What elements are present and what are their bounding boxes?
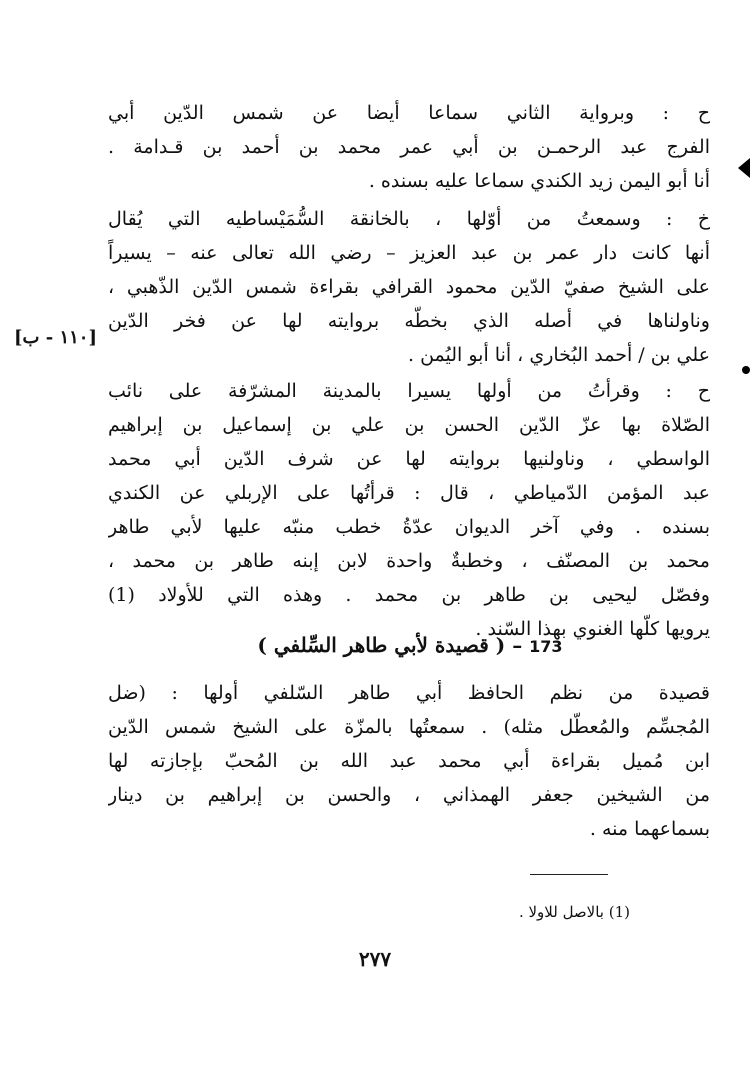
page-edge-mark: [738, 158, 750, 178]
text-line: من الشيخين جعفر الهمذاني ، والحسن بن إبراهيم بن دينار: [108, 784, 710, 806]
text-line: علي بن / أحمد البُخاري ، أنا أبو اليُمن .: [407, 344, 710, 366]
text-line: أنا أبو اليمن زيد الكندي سماعا عليه بسنده .: [368, 170, 710, 192]
text-line: عبد المؤمن الدّمياطي ، قال : قرأتُها على الإربلي عن الكندي: [108, 482, 710, 504]
text-line: يرويها كلّها الغنوي بهذا السّند .: [475, 618, 710, 640]
page-edge-dot: [742, 366, 750, 374]
text-line: ابن مُميل بقراءة أبي محمد عبد الله بن المُحبّ بإجازته لها: [108, 750, 710, 772]
page-number: ٢٧٧: [358, 947, 392, 971]
text-line: بسنده . وفي آخر الديوان عدّةُ خطب منبّه عليها لأبي طاهر: [108, 516, 710, 538]
footnote: (1) بالاصل للاولا .: [518, 903, 630, 921]
text-line: وفصّل ليحيى بن طاهر بن محمد . وهذه التي للأولاد (1): [108, 584, 710, 606]
paragraph-2: [108, 202, 710, 372]
text-line: قصيدة من نظم الحافظ أبي طاهر السّلفي أولها : (ضل: [108, 682, 710, 704]
paragraph-1: [108, 96, 710, 198]
text-line: على الشيخ صفيّ الدّين محمود القرافي بقراءة شمس الدّين الذّهبي ،: [108, 276, 710, 298]
paragraph-4: [108, 676, 710, 846]
text-line: الواسطي ، وناولنيها بروايته لها عن شرف الدّين أبي محمد: [108, 448, 710, 470]
section-title: ( قصيدة لأبي طاهر السِّلفي ): [257, 633, 506, 657]
text-line: خ : وسمعتُ من أوّلها ، بالخانقة السُّمَيْساطيه التي يُقال: [108, 208, 710, 230]
section-dash: –: [512, 633, 523, 657]
section-heading: [110, 628, 710, 662]
text-line: ح : وبرواية الثاني سماعا أيضا عن شمس الدّين أبي: [108, 102, 710, 124]
text-line: الفرج عبد الرحمـن بن أبي عمر محمد بن أحمد بن قـدامة .: [108, 136, 710, 158]
text-line: وناولناها في أصله الذي بخطّه بروايته لها عن فخر الدّين: [108, 310, 710, 332]
text-line: ح : وقرأتُ من أولها يسيرا بالمدينة المشرّفة على نائب: [108, 380, 710, 402]
paragraph-3: [108, 374, 710, 646]
footnote-divider: [530, 874, 608, 875]
text-line: محمد بن المصنّف ، وخطبةٌ واحدة لابن إبنه طاهر بن محمد ،: [108, 550, 710, 572]
section-number: 173: [529, 637, 563, 656]
text-line: الصّلاة بها عزّ الدّين الحسن بن علي بن إسماعيل بن إبراهيم: [108, 414, 710, 436]
text-line: أنها كانت دار عمر بن عبد العزيز – رضي الله تعالى عنه – يسيراً: [108, 242, 710, 264]
folio-margin-marker: [١١٠ - ب]: [14, 327, 98, 348]
text-line: بسماعهما منه .: [589, 818, 710, 840]
text-line: المُجسِّم والمُعطّل مثله) . سمعتُها بالمزّة على الشيخ شمس الدّين: [108, 716, 710, 738]
